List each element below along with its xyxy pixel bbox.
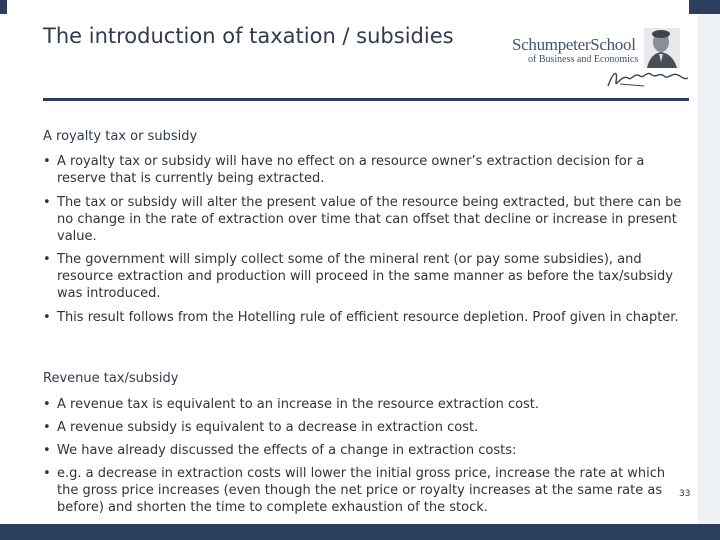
- list-item: [43, 194, 683, 245]
- list-item: [43, 419, 683, 436]
- bullet-icon: •: [43, 397, 51, 412]
- bullet-text: This result follows from the Hotelling rule of efficient resource depletion. Proof given in chapter.: [57, 310, 679, 325]
- section-heading-royalty: A royalty tax or subsidy: [43, 129, 198, 144]
- list-item: [43, 465, 683, 516]
- bullet-text: We have already discussed the effects of a change in extraction costs:: [57, 443, 517, 458]
- bullet-text: A revenue tax is equivalent to an increase in the resource extraction cost.: [57, 397, 540, 412]
- top-accent-bar-right: [689, 0, 720, 14]
- bullet-icon: •: [43, 154, 51, 169]
- list-item: [43, 442, 683, 459]
- page-number: 33: [679, 489, 691, 499]
- bullet-text: The tax or subsidy will alter the present value of the resource being extracted, but there can be no change in the rate of extraction over time that can offset that decline or increase in present value.: [57, 195, 682, 244]
- list-item: [43, 251, 683, 302]
- logo-subtitle: of Business and Economics: [528, 54, 639, 65]
- list-item: [43, 153, 683, 187]
- top-accent-bar-left: [0, 0, 7, 14]
- bullet-icon: •: [43, 195, 51, 210]
- bullet-text: The government will simply collect some of the mineral rent (or pay some subsidies), and resource extraction and production will proceed in the same manner as before the tax/subsidy was introduced.: [57, 252, 673, 301]
- bullet-text: e.g. a decrease in extraction costs will lower the initial gross price, increase the rate at which the gross price increases (even though the net price or royalty increases at the same rate as before) and shorten the time to complete exhaustion of the stock.: [57, 466, 666, 515]
- bottom-accent-bar: [0, 524, 720, 540]
- right-edge-stripe: [698, 14, 720, 524]
- bullet-icon: •: [43, 310, 51, 325]
- bullet-icon: •: [43, 252, 51, 267]
- slide-title: The introduction of taxation / subsidies: [43, 24, 454, 48]
- bullet-text: A royalty tax or subsidy will have no effect on a resource owner’s extraction decision for a reserve that is currently being extracted.: [57, 154, 645, 186]
- bullet-icon: •: [43, 420, 51, 435]
- logo-name: SchumpeterSchool: [512, 35, 636, 54]
- bullet-icon: •: [43, 466, 51, 481]
- section-heading-revenue: Revenue tax/subsidy: [43, 371, 179, 386]
- bullet-icon: •: [43, 443, 51, 458]
- list-item: [43, 396, 683, 413]
- portrait-icon: [644, 28, 680, 68]
- schumpeter-school-logo: [508, 28, 698, 94]
- header-divider: [43, 98, 689, 101]
- list-item: [43, 309, 683, 326]
- bullet-text: A revenue subsidy is equivalent to a decrease in extraction cost.: [57, 420, 479, 435]
- signature-icon: [604, 66, 690, 92]
